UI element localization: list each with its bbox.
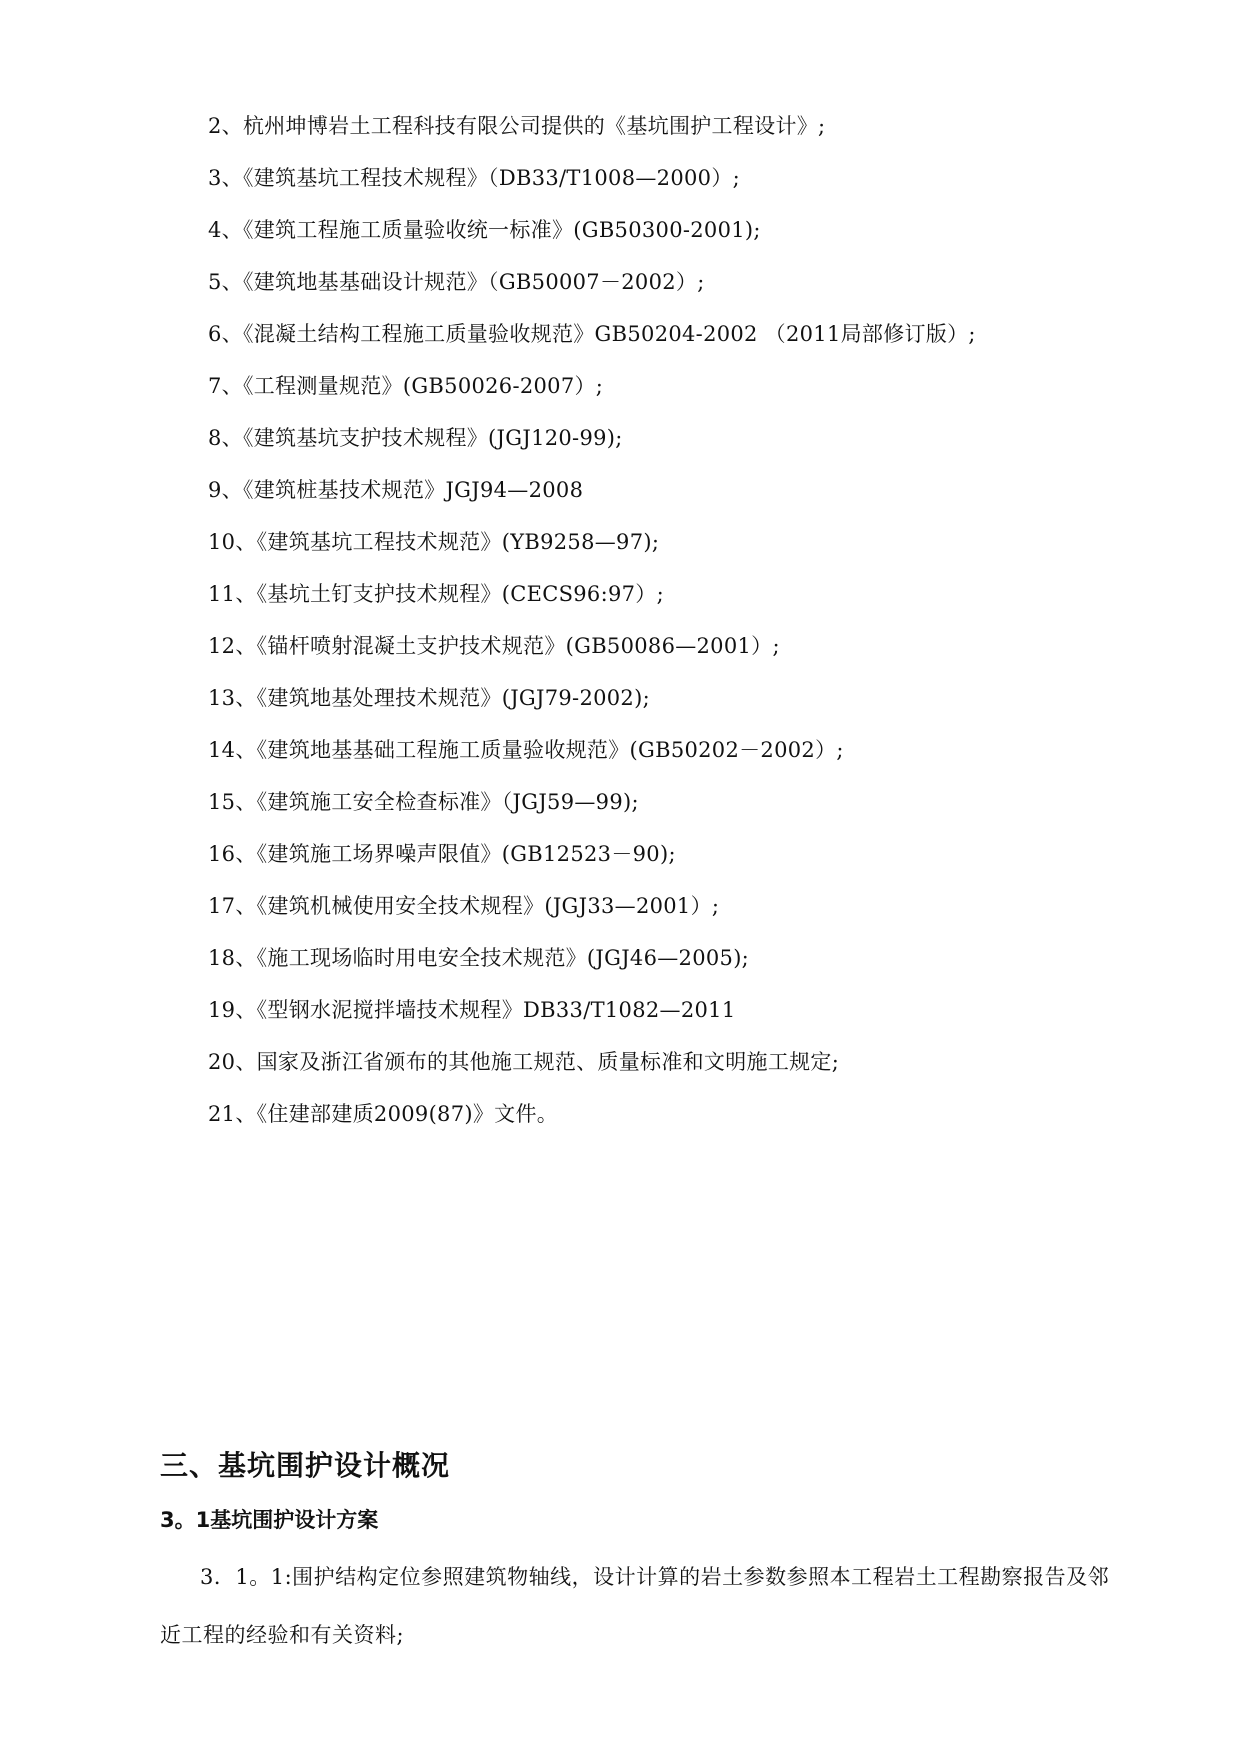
reference-item: 17、《建筑机械使用安全技术规程》(JGJ33—2001）; <box>208 894 720 918</box>
reference-item: 16、《建筑施工场界噪声限值》(GB12523－90); <box>208 842 676 866</box>
reference-item: 2、杭州坤博岩土工程科技有限公司提供的《基坑围护工程设计》; <box>208 114 826 138</box>
reference-item: 10、《建筑基坑工程技术规范》(YB9258—97); <box>208 530 660 554</box>
reference-item: 5、《建筑地基基础设计规范》（GB50007－2002）; <box>208 270 705 294</box>
reference-item: 7、《工程测量规范》(GB50026-2007）; <box>208 374 604 398</box>
reference-item: 4、《建筑工程施工质量验收统一标准》(GB50300-2001); <box>208 218 761 242</box>
reference-item: 12、《锚杆喷射混凝土支护技术规范》(GB50086—2001）; <box>208 634 780 658</box>
body-paragraph: 3．1。1:围护结构定位参照建筑物轴线，设计计算的岩土参数参照本工程岩土工程勘察报告及邻近工程的经验和有关资料; <box>160 1565 1110 1647</box>
reference-item: 8、《建筑基坑支护技术规程》(JGJ120-99); <box>208 426 623 450</box>
reference-item: 20、国家及浙江省颁布的其他施工规范、质量标准和文明施工规定; <box>208 1050 840 1074</box>
reference-item: 18、《施工现场临时用电安全技术规范》(JGJ46—2005); <box>208 946 750 970</box>
reference-item: 6、《混凝土结构工程施工质量验收规范》GB50204-2002 （2011局部修订版）; <box>208 322 976 346</box>
reference-item: 13、《建筑地基处理技术规范》(JGJ79-2002); <box>208 686 650 710</box>
reference-item: 14、《建筑地基基础工程施工质量验收规范》(GB50202－2002）; <box>208 738 844 762</box>
reference-item: 11、《基坑土钉支护技术规程》(CECS96:97）; <box>208 582 664 606</box>
section-title: 三、基坑围护设计概况 <box>160 1449 451 1482</box>
reference-item: 15、《建筑施工安全检查标准》（JGJ59—99); <box>208 790 639 814</box>
reference-item: 3、《建筑基坑工程技术规程》（DB33/T1008—2000）; <box>208 166 740 190</box>
reference-item: 9、《建筑桩基技术规范》JGJ94—2008 <box>208 478 584 502</box>
reference-item: 21、《住建部建质2009(87)》文件。 <box>208 1102 559 1126</box>
subsection-title: 3。1基坑围护设计方案 <box>160 1508 379 1532</box>
reference-item: 19、《型钢水泥搅拌墙技术规程》DB33/T1082—2011 <box>208 998 736 1022</box>
